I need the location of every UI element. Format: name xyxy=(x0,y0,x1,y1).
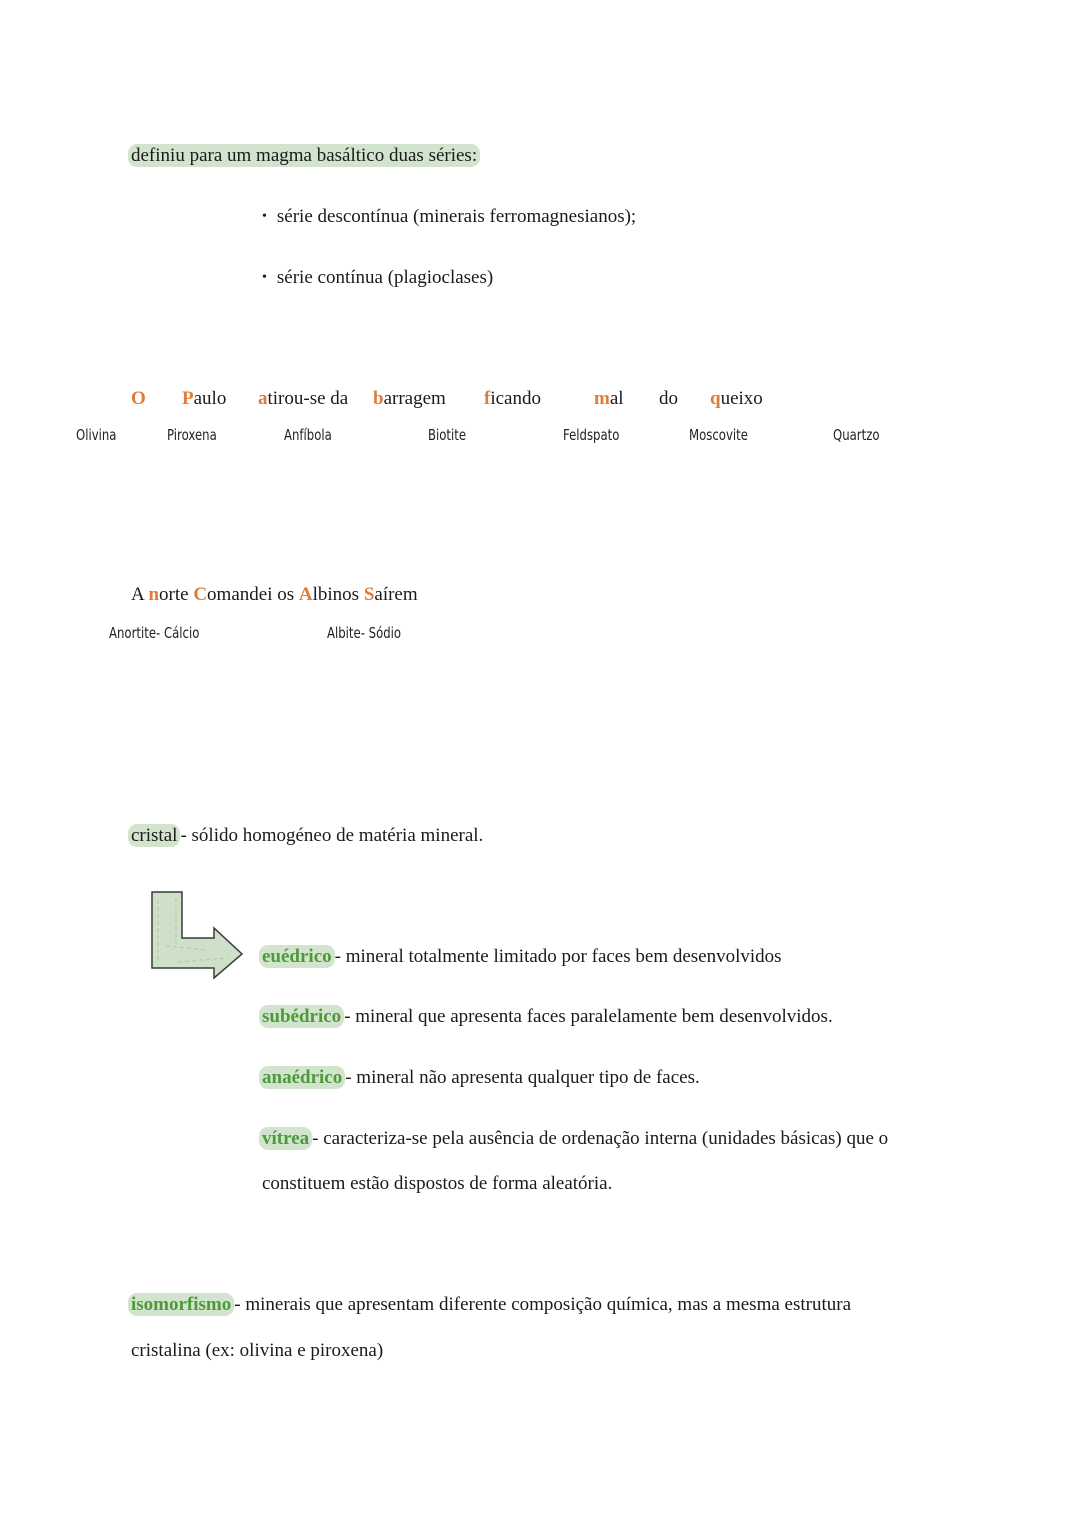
mineral-label: Biotite xyxy=(428,426,467,444)
mnemonic-word: ficando xyxy=(484,388,541,409)
mnemonic-word: Paulo xyxy=(182,388,227,409)
definition-subedrico: subédrico - mineral que apresenta faces paralelamente bem desenvolvidos. xyxy=(262,1006,833,1028)
definition-vitrea-continuation: constituem estão dispostos de forma aleatória. xyxy=(262,1173,613,1194)
mineral-label: Anfíbola xyxy=(284,426,332,444)
series-item: • série contínua (plagioclases) xyxy=(262,267,494,288)
cristal-term: cristal xyxy=(128,824,180,847)
mnemonic-word: atirou-se da xyxy=(258,388,349,409)
term-subedrico: subédrico xyxy=(259,1005,344,1028)
mineral-label: Feldspato xyxy=(563,426,620,444)
definition-vitrea: vítrea - caracteriza-se pela ausência de ordenação interna (unidades básicas) que o xyxy=(262,1128,888,1150)
mineral-label: Moscovite xyxy=(689,426,748,444)
mnemonic-word: queixo xyxy=(710,388,763,409)
definition-euedrico: euédrico - mineral totalmente limitado por faces bem desenvolvidos xyxy=(262,946,782,968)
mnemonic2-line: A norte Comandei os Albinos Saírem xyxy=(131,584,418,605)
series-item: • série descontínua (minerais ferromagnesianos); xyxy=(262,206,637,227)
term-isomorfismo: isomorfismo xyxy=(128,1293,234,1316)
bullet-icon: • xyxy=(262,270,267,285)
mineral-label: Quartzo xyxy=(833,426,880,444)
intro-highlight: definiu para um magma basáltico duas séries: xyxy=(128,144,480,167)
bullet-icon: • xyxy=(262,209,267,224)
definition-isomorfismo: isomorfismo - minerais que apresentam diferente composição química, mas a mesma estrutura xyxy=(131,1294,851,1316)
plagioclase-label: Anortite- Cálcio xyxy=(109,624,200,642)
mnemonic-word: O xyxy=(131,388,146,409)
plagioclase-label: Albite- Sódio xyxy=(327,624,402,642)
mineral-label: Piroxena xyxy=(167,426,217,444)
mnemonic-word: barragem xyxy=(373,388,446,409)
term-anaedrico: anaédrico xyxy=(259,1066,345,1089)
arrow-down-right-icon xyxy=(148,888,248,983)
mineral-label: Olivina xyxy=(76,426,117,444)
term-vitrea: vítrea xyxy=(259,1127,312,1150)
definition-anaedrico: anaédrico - mineral não apresenta qualquer tipo de faces. xyxy=(262,1067,700,1089)
term-euedrico: euédrico xyxy=(259,945,335,968)
cristal-definition: cristal - sólido homogéneo de matéria mineral. xyxy=(131,825,483,847)
mnemonic-word: mal xyxy=(594,388,624,409)
intro-line xyxy=(131,145,480,167)
definition-isomorfismo-continuation: cristalina (ex: olivina e piroxena) xyxy=(131,1340,384,1361)
mnemonic-word: do xyxy=(659,388,678,409)
